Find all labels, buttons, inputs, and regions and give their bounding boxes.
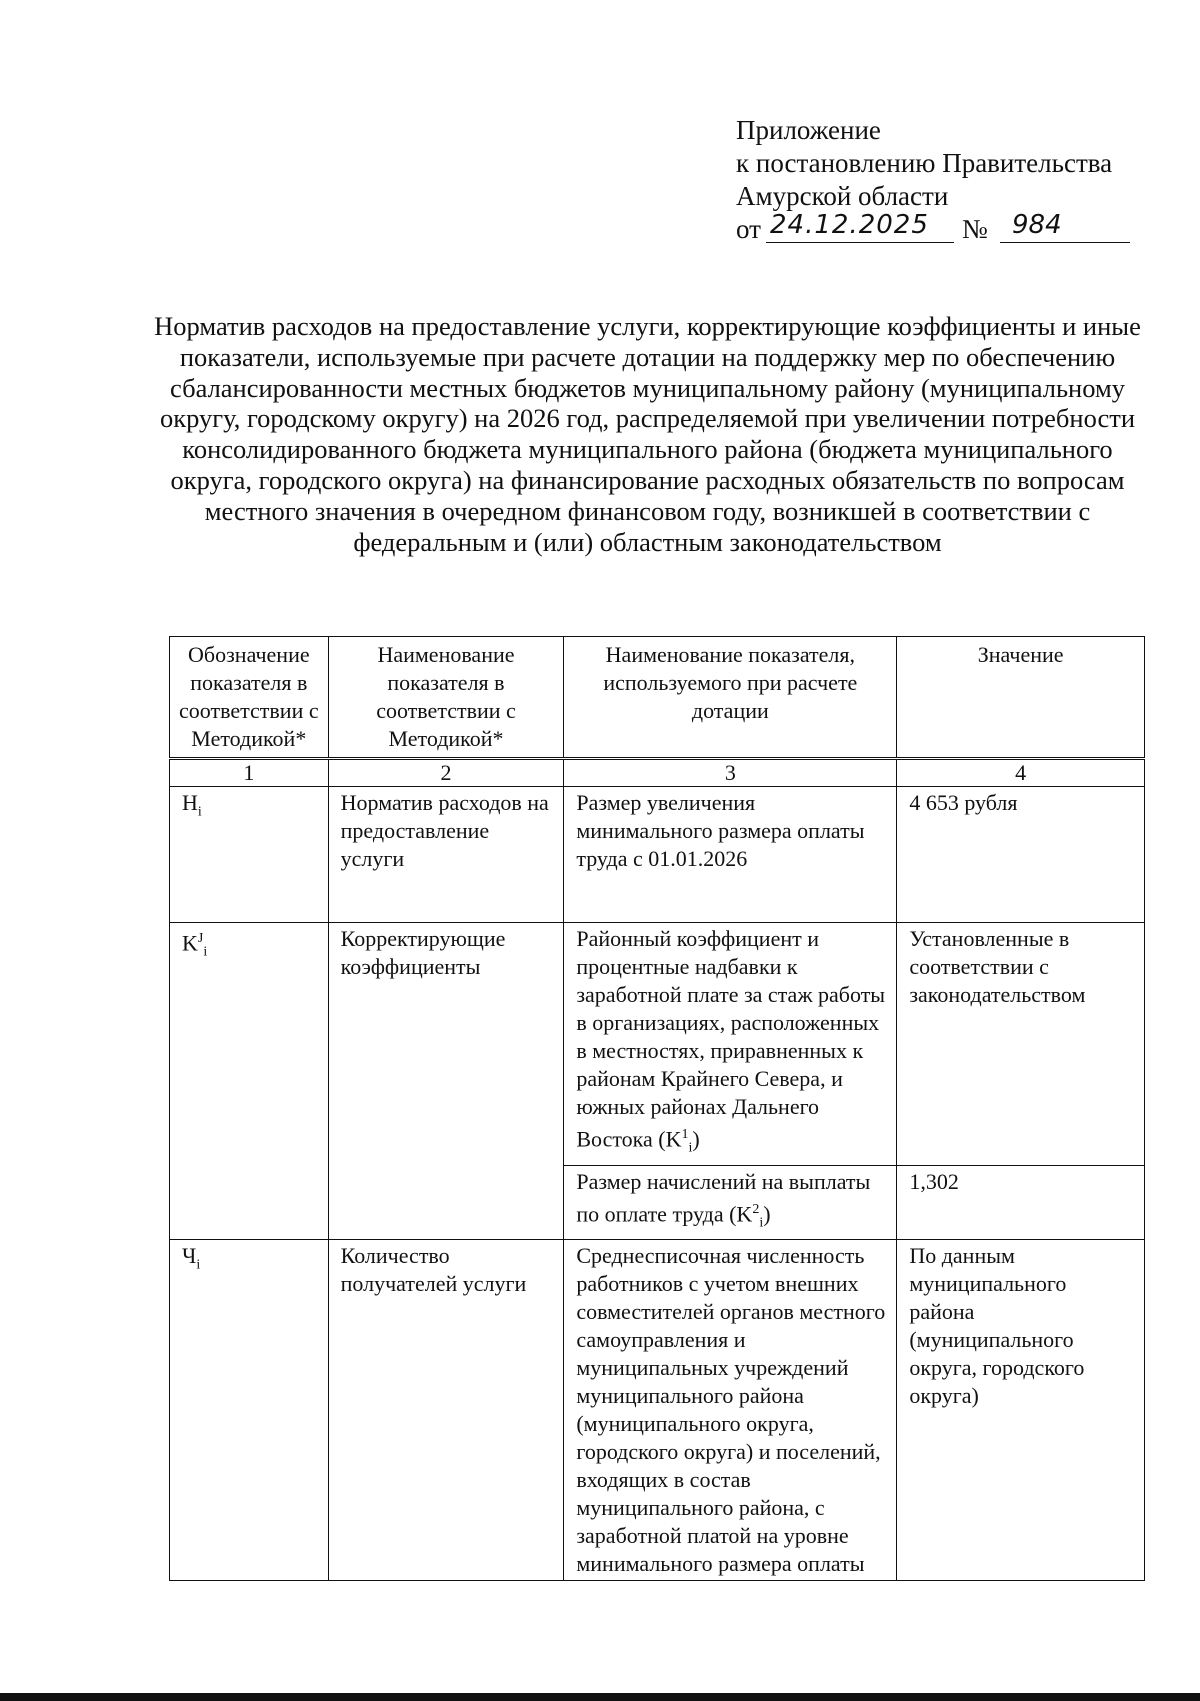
row-h-symbol — [170, 787, 329, 923]
row-ch-indicator: Среднесписочная численность работников с учетом внешних совместителей органов местного самоуправления и муниципальных учреждений муниципального района (муниципального округа, городского округа) и поселений, входящих в состав муниципального района, с заработной платой на уровне минимального размера оплаты — [564, 1240, 897, 1581]
row-h-indicator: Размер увеличения минимального размера оплаты труда с 01.01.2026 — [564, 787, 897, 923]
appendix-heading: Приложение — [736, 115, 881, 145]
header-indicator: Наименование показателя, используемого при расчете дотации — [564, 637, 897, 759]
row-k-name: Корректирующие коэффициенты — [328, 923, 564, 1240]
column-numbers-row — [170, 759, 1145, 787]
table-row-h — [170, 787, 1145, 923]
table-row-k-1 — [170, 923, 1145, 1166]
row-k-symbol — [170, 923, 329, 1240]
table-header-row — [170, 637, 1145, 759]
row-ch-symbol-letter: Ч — [182, 1243, 197, 1269]
row-ch-symbol — [170, 1240, 329, 1581]
row-k-symbol-sub: i — [203, 944, 208, 960]
scan-edge-bar — [0, 1693, 1200, 1701]
document-title: Норматив расходов на предоставление услуги, корректирующие коэффициенты и иные показатели, используемые при расчете дотации на поддержку мер по обеспечению сбалансированности местных бюджетов муниципальному району (муниципальному округу, городскому округу) на 2026 год, распределяемой при увеличении потребности консолидированного бюджета муниципального района (бюджета муниципального округа, городского округа) на финансирование расходных обязательств по вопросам местного значения в очередном финансовом году, возникшей в соответствии с федеральным и (или) областным законодательством — [154, 311, 1141, 557]
row-k-symbol-sup: J — [197, 931, 204, 946]
decree-date: 24.12.2025 — [766, 209, 954, 243]
header-name: Наименование показателя в соответствии с Методикой* — [328, 637, 564, 759]
header-symbol: Обозначение показателя в соответствии с Методикой* — [170, 637, 329, 759]
date-prefix: от — [736, 214, 761, 244]
row-k-value-1: Установленные в соответствии с законодательством — [897, 923, 1145, 1166]
row-ch-value: По данным муниципального района (муниципального округа, городского округа) — [897, 1240, 1145, 1581]
header-value: Значение — [897, 637, 1145, 759]
column-number-2: 2 — [328, 759, 564, 787]
column-number-1: 1 — [170, 759, 329, 787]
decree-number: 984 — [1000, 209, 1130, 243]
row-k-value-2: 1,302 — [897, 1165, 1145, 1240]
column-number-4: 4 — [897, 759, 1145, 787]
row-h-name: Норматив расходов на предоставление услуги — [328, 787, 564, 923]
decree-signature-row — [736, 210, 1112, 249]
row-k-indicator-1-close: ) — [692, 1126, 700, 1152]
row-k-indicator-1-sup: 1 — [681, 1127, 689, 1142]
appendix-block — [736, 114, 1112, 249]
row-ch-name: Количество получателей услуги — [328, 1240, 564, 1581]
appendix-region-line: Амурской области — [736, 181, 949, 211]
row-k-indicator-1-sub: i — [688, 1140, 693, 1156]
column-number-3: 3 — [564, 759, 897, 787]
row-k-indicator-1 — [564, 923, 897, 1166]
row-h-value: 4 653 рубля — [897, 787, 1145, 923]
row-k-symbol-letter: K — [182, 930, 198, 956]
row-k-indicator-2-text: Размер начислений на выплаты по оплате труда — [576, 1168, 871, 1227]
indicators-table — [169, 636, 1145, 1581]
appendix-ref-line: к постановлению Правительства — [736, 148, 1113, 178]
row-k-indicator-2-symbol: (K — [729, 1201, 753, 1227]
number-label: № — [962, 214, 988, 244]
row-k-indicator-2-close: ) — [763, 1201, 771, 1227]
row-ch-symbol-sub: i — [196, 1257, 201, 1273]
row-h-symbol-sub: i — [197, 804, 202, 820]
row-k-indicator-2-sub: i — [759, 1215, 764, 1231]
row-k-indicator-2-sup: 2 — [752, 1201, 760, 1217]
row-k-indicator-2 — [564, 1165, 897, 1240]
row-k-indicator-1-text: Районный коэффициент и процентные надбавки к заработной плате за стаж работы в организациях, расположенных в местностях, приравненных к районам Крайнего Севера, и южных районах Дальнего Востока — [576, 926, 886, 1152]
row-h-symbol-letter: H — [182, 790, 198, 815]
table-row-ch — [170, 1240, 1145, 1581]
row-k-indicator-1-symbol: (K — [658, 1126, 682, 1152]
